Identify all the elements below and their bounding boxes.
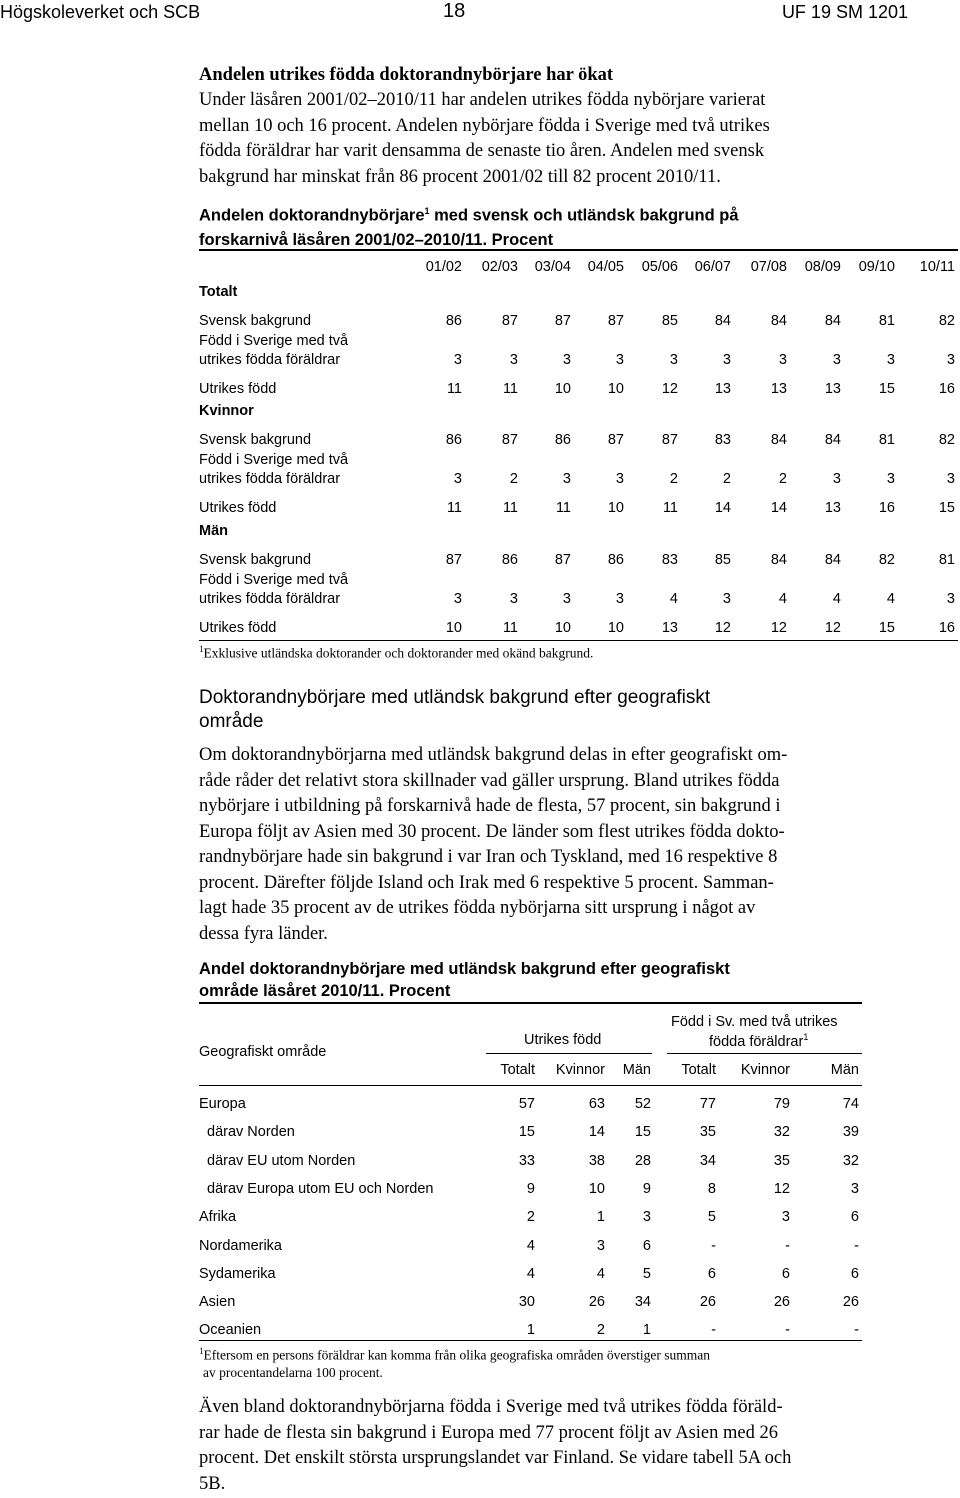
section2-heading-line1: Doktorandnybörjare med utländsk bakgrund efter geografiskt [199,687,711,708]
table-cell: 85 [661,313,678,329]
group-label: Totalt [199,284,238,300]
table-cell: 14 [714,500,731,516]
row-label: därav Europa utom EU och Norden [207,1180,434,1197]
table-cell: 4 [526,1237,535,1254]
table-cell: 6 [781,1265,790,1282]
table-cell: 6 [850,1265,859,1282]
table-cell: 10 [554,381,571,397]
section2-heading-line2: område [199,711,264,732]
table-cell: 81 [938,552,955,568]
table-cell: 79 [773,1096,790,1112]
text-line: 5B. [199,1473,226,1494]
table-cell: 87 [445,552,462,568]
table-cell: 11 [502,500,518,516]
group-label: Kvinnor [199,403,254,419]
table-cell: 2 [778,471,787,487]
column-header: 08/09 [804,259,841,275]
table-cell: 2 [722,471,731,487]
row-label: Utrikes född [199,620,277,636]
column-header: 01/02 [425,259,462,275]
section2-heading [199,686,710,734]
row-label: Svensk bakgrund [199,313,312,329]
table-cell: 16 [878,500,895,516]
text-line: bakgrund har minskat från 86 procent 2001/02 till 82 procent 2010/11. [199,166,721,187]
column-header: 06/07 [694,259,731,275]
text-line: procent. Det enskilt största ursprungslandet var Finland. Se vidare tabell 5A och [199,1448,792,1468]
table1-title-rest: med svensk och utländsk bakgrund på [429,206,739,225]
table-cell: 3 [886,471,895,487]
subcolumn-header: Kvinnor [555,1062,605,1078]
table-cell: 63 [588,1096,605,1112]
table-cell: 84 [714,313,731,329]
group-header-line1: Född i Sv. med två utrikes [671,1014,838,1030]
table-cell: 15 [634,1124,651,1141]
table-cell: - [785,1237,790,1254]
column-header: 03/04 [534,259,571,275]
table-cell: 10 [588,1180,605,1197]
table-cell: 87 [607,432,624,448]
table-cell: 86 [607,552,624,568]
text-line: råde råder det relativt stora skillnader vad gäller ursprung. Bland utrikes födda [199,770,780,791]
table-cell: 82 [878,552,895,568]
table-cell: 12 [770,620,787,636]
table-cell: 15 [938,500,955,516]
table-cell: 15 [878,620,895,636]
row-label: därav Norden [207,1124,295,1141]
table-cell: 26 [588,1294,605,1311]
table-cell: 9 [642,1180,651,1197]
table-cell: 3 [562,471,571,487]
table-cell: 4 [832,591,841,607]
section1-heading: Andelen utrikes födda doktorandnybörjare har ökat [199,65,614,85]
table-cell: 3 [669,352,678,368]
row-label: Svensk bakgrund [199,552,312,568]
text-line: rar hade de flesta sin bakgrund i Europa med 77 procent följt av Asien med 26 [199,1422,778,1443]
table-cell: 35 [699,1124,716,1141]
table-cell: 3 [946,352,955,368]
table-cell: 4 [526,1265,535,1282]
text-line: Om doktorandnybörjarna med utländsk bakgrund delas in efter geografiskt om- [199,745,788,765]
page-number: 18 [443,0,466,22]
row-label-line1: Född i Sverige med två [199,452,349,468]
table-cell: 77 [699,1096,716,1112]
table-cell: 3 [781,1209,790,1226]
table-cell: 3 [562,352,571,368]
table-cell: 84 [770,313,787,329]
table-cell: 3 [946,591,955,607]
table-cell: 3 [722,352,731,368]
table-cell: 11 [502,620,518,636]
table-cell: 3 [596,1237,605,1254]
footnote-line2: av procentandelarna 100 procent. [203,1364,383,1380]
table-cell: 82 [938,432,955,448]
table-cell: 87 [501,432,518,448]
table-cell: 16 [938,620,955,636]
table1-top-rule [199,249,958,251]
row-label: därav EU utom Norden [207,1152,356,1169]
table-cell: 26 [699,1294,716,1311]
table-cell: 16 [938,381,955,397]
row-label: Europa [199,1096,246,1112]
text-line: Även bland doktorandnybörjarna födda i Sverige med två utrikes födda föräld- [199,1397,783,1417]
table-cell: 3 [642,1209,651,1226]
section1-paragraph [199,88,770,190]
group-header: Utrikes född [524,1032,602,1048]
footnote-marker: 1 [424,206,430,216]
table-cell: 11 [446,381,462,397]
table-cell: 39 [842,1124,859,1141]
table-cell: - [711,1322,716,1339]
text-line: Europa följt av Asien med 30 procent. De länder som flest utrikes födda dokto- [199,821,785,842]
table-cell: 3 [453,352,462,368]
text-line: procent. Därefter följde Island och Irak med 6 respektive 5 procent. Samman- [199,872,774,893]
column-header: 07/08 [750,259,787,275]
table-cell: 3 [453,471,462,487]
table-cell: 10 [607,500,624,516]
table-cell: 2 [509,471,518,487]
row-label: Asien [199,1294,236,1311]
table-cell: 3 [615,352,624,368]
table1-title [199,199,739,252]
table2-title-line2: område läsåret 2010/11. Procent [199,982,451,1000]
table-cell: 13 [714,381,731,397]
table-cell: 74 [842,1096,859,1112]
group-underline [486,1053,652,1054]
header-rule [199,1085,862,1086]
table-cell: 84 [770,552,787,568]
table1-bottom-rule [199,640,958,641]
group-header-text: födda föräldrar [709,1033,804,1050]
table-cell: 1 [642,1322,651,1339]
table-cell: 32 [773,1124,790,1141]
subcolumn-header: Män [622,1062,651,1078]
row-label: utrikes födda föräldrar [199,591,341,607]
table-cell: 5 [642,1265,651,1282]
table-cell: 3 [509,352,518,368]
table-cell: 6 [707,1265,716,1282]
column-header: 02/03 [481,259,518,275]
table-cell: 1 [526,1322,535,1339]
table-cell: - [785,1322,790,1339]
table-cell: 33 [518,1152,535,1169]
table-cell: 86 [554,432,571,448]
table-cell: 1 [596,1209,605,1226]
section3-paragraph [199,1395,791,1497]
table-cell: 3 [453,591,462,607]
subcolumn-header: Män [830,1062,859,1078]
table-cell: 38 [588,1152,605,1169]
table2-bottom-rule [199,1340,862,1341]
table-cell: 3 [946,471,955,487]
table-cell: 3 [509,591,518,607]
table-cell: - [711,1237,716,1254]
table-cell: 10 [607,620,624,636]
table-cell: 6 [642,1237,651,1254]
table-cell: 5 [707,1209,716,1226]
subcolumn-header: Totalt [500,1062,535,1078]
table-cell: 12 [714,620,731,636]
table-cell: 3 [615,471,624,487]
table-cell: 3 [722,591,731,607]
text-line: dessa fyra länder. [199,923,328,944]
table-cell: 10 [554,620,571,636]
table-cell: - [854,1237,859,1254]
footnote-text: Eftersom en persons föräldrar kan komma från olika geografiska områden överstiger summan [203,1347,710,1363]
table-cell: 86 [445,313,462,329]
table-cell: 2 [596,1322,605,1339]
table-cell: 87 [554,313,571,329]
table-cell: 3 [850,1180,859,1197]
table-cell: 34 [699,1152,716,1169]
table-cell: 13 [824,500,841,516]
column-header-area: Geografiskt område [199,1044,327,1060]
footnote-marker: 1 [199,644,204,654]
footnote-text: Exklusive utländska doktorander och doktorander med okänd bakgrund. [203,645,594,661]
table-cell: 81 [878,313,895,329]
table-cell: - [854,1322,859,1339]
row-label-line1: Född i Sverige med två [199,333,349,349]
column-header: 04/05 [587,259,624,275]
table-cell: 13 [770,381,787,397]
column-header: 05/06 [641,259,678,275]
row-label: Oceanien [199,1322,262,1339]
text-line: Under läsåren 2001/02–2010/11 har andelen utrikes födda nybörjare varierat [199,90,766,110]
row-label: utrikes födda föräldrar [199,352,341,368]
row-label: Afrika [199,1209,237,1226]
table2-footnote [199,1343,710,1381]
table-cell: 82 [938,313,955,329]
subcolumn-header: Kvinnor [740,1062,790,1078]
table-cell: 3 [886,352,895,368]
text-line: födda föräldrar har varit densamma de senaste tio åren. Andelen med svensk [199,141,765,161]
table2-top-rule [199,1002,862,1004]
table-cell: 4 [669,591,678,607]
group-label: Män [199,523,228,539]
table-cell: 15 [878,381,895,397]
table-cell: 3 [832,471,841,487]
footnote-line1 [199,1343,710,1364]
table1-title-text: Andelen doktorandnybörjare [199,206,425,225]
table-cell: 4 [596,1265,605,1282]
table-cell: 81 [878,432,895,448]
table-cell: 2 [526,1209,535,1226]
table-cell: 34 [634,1294,651,1311]
row-label: Utrikes född [199,500,277,516]
table-cell: 84 [824,552,841,568]
row-label: Sydamerika [199,1265,276,1282]
table-cell: 30 [518,1294,535,1311]
table-cell: 11 [555,500,571,516]
table-cell: 86 [501,552,518,568]
table1-footnote [199,644,593,662]
column-header: 09/10 [858,259,895,275]
table-cell: 26 [773,1294,790,1311]
table-cell: 2 [669,471,678,487]
table-cell: 9 [526,1180,535,1197]
text-line: mellan 10 och 16 procent. Andelen nybörjare födda i Sverige med två utrikes [199,115,770,136]
text-line: randnybörjare hade sin bakgrund i var Iran och Tyskland, med 16 respektive 8 [199,847,778,867]
text-line: nybörjare i utbildning på forskarnivå hade de flesta, 57 procent, sin bakgrund i [199,796,781,816]
table-cell: 13 [661,620,678,636]
header-left: Högskoleverket och SCB [0,2,201,22]
section2-paragraph [199,743,787,947]
table-cell: 12 [824,620,841,636]
table-cell: 15 [518,1124,535,1141]
table-cell: 85 [714,552,731,568]
text-line: lagt hade 35 procent av de utrikes födda nybörjarna sitt ursprung i något av [199,898,756,918]
table-cell: 11 [446,500,462,516]
table-cell: 57 [518,1096,535,1112]
table-cell: 87 [607,313,624,329]
row-label: Utrikes född [199,381,277,397]
row-label: Svensk bakgrund [199,432,312,448]
table-cell: 10 [445,620,462,636]
table-cell: 14 [770,500,787,516]
table-cell: 8 [707,1180,716,1197]
table2-title-line1: Andel doktorandnybörjare med utländsk bakgrund efter geografiskt [199,960,730,978]
footnote-marker: 1 [803,1032,809,1042]
table-cell: 28 [634,1152,651,1169]
table-cell: 3 [832,352,841,368]
table-cell: 26 [842,1294,859,1311]
table-cell: 3 [778,352,787,368]
table1-title-line2: forskarnivå läsåren 2001/02–2010/11. Procent [199,230,554,249]
table-cell: 52 [634,1096,651,1112]
table2-title [199,958,730,1002]
table-cell: 11 [502,381,518,397]
footnote-marker: 1 [199,1346,204,1356]
table-cell: 12 [773,1180,790,1197]
table-cell: 13 [824,381,841,397]
table-cell: 84 [770,432,787,448]
table-cell: 84 [824,313,841,329]
group-underline [667,1053,862,1054]
table-cell: 32 [842,1152,859,1169]
table-cell: 87 [554,552,571,568]
row-label: utrikes födda föräldrar [199,471,341,487]
table-cell: 87 [661,432,678,448]
table-cell: 10 [607,381,624,397]
table-cell: 87 [501,313,518,329]
table-cell: 14 [588,1124,605,1141]
subcolumn-header: Totalt [681,1062,716,1078]
row-label: Nordamerika [199,1237,282,1254]
table-cell: 83 [714,432,731,448]
group-header-line2 [709,1032,808,1050]
table-cell: 6 [850,1209,859,1226]
column-header: 10/11 [919,259,955,275]
table-cell: 11 [662,500,678,516]
table-cell: 35 [773,1152,790,1169]
header-right: UF 19 SM 1201 [781,2,908,22]
row-label-line1: Född i Sverige med två [199,572,349,588]
table-cell: 84 [824,432,841,448]
table-cell: 12 [661,381,678,397]
table-cell: 86 [445,432,462,448]
table-cell: 83 [661,552,678,568]
table-cell: 4 [778,591,787,607]
table-cell: 4 [886,591,895,607]
table-cell: 3 [562,591,571,607]
table-cell: 3 [615,591,624,607]
